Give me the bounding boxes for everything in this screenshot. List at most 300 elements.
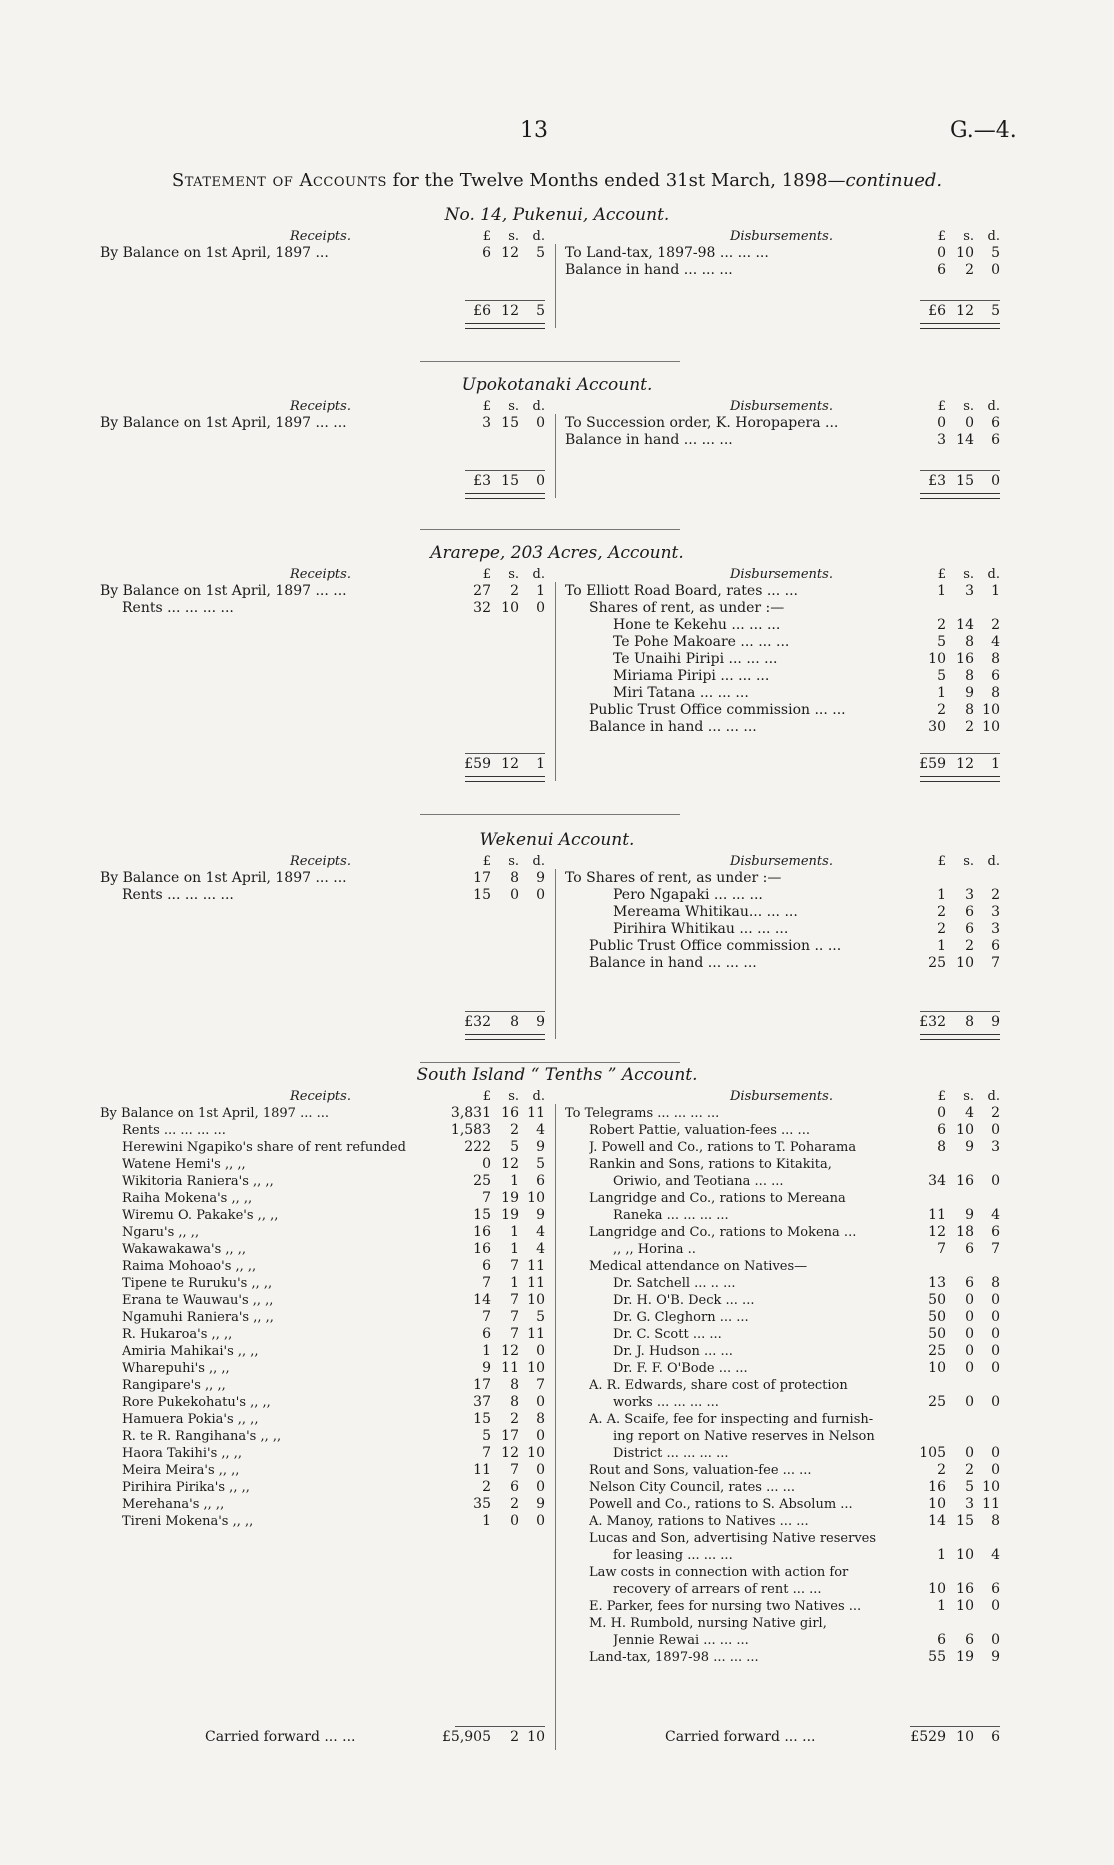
south_island-receipts-head-pence: d. bbox=[532, 1089, 545, 1104]
amount-pounds: £32 bbox=[919, 1014, 946, 1030]
amount-pence: 6 bbox=[991, 415, 1000, 431]
south_island-receipt-amount bbox=[435, 1327, 545, 1342]
south_island-column-divider bbox=[555, 1104, 556, 1750]
amount-pence: 6 bbox=[991, 668, 1000, 684]
amount-shillings: 3 bbox=[965, 887, 974, 903]
ararepe-title: Ararepe, 203 Acres, Account. bbox=[430, 543, 684, 563]
amount-pence: 0 bbox=[991, 1173, 1000, 1189]
amount-pence: 0 bbox=[991, 1462, 1000, 1478]
ararepe-disbursement-amount bbox=[890, 669, 1000, 684]
south_island-disbursement-line: Powell and Co., rations to S. Absolum ... bbox=[589, 1497, 853, 1512]
wekenui-disbursement-amount bbox=[890, 939, 1000, 954]
amount-pounds: 0 bbox=[937, 1105, 946, 1121]
amount-shillings: 16 bbox=[956, 1173, 974, 1189]
south_island-receipts-head-shillings: s. bbox=[508, 1089, 519, 1104]
amount-pounds: 16 bbox=[473, 1224, 491, 1240]
wekenui-disbursement-line: To Shares of rent, as under :— bbox=[565, 871, 782, 886]
amount-pounds: 50 bbox=[928, 1292, 946, 1308]
amount-pounds: 10 bbox=[928, 1581, 946, 1597]
amount-pounds: 17 bbox=[473, 870, 491, 886]
south_island-receipts-carried-rule bbox=[455, 1726, 545, 1727]
south_island-disbursement-line: Dr. F. F. O'Bode ... ... bbox=[613, 1361, 748, 1376]
south_island-receipts-column-heads bbox=[435, 1089, 545, 1104]
amount-shillings: 2 bbox=[510, 1122, 519, 1138]
south_island-disbursement-line: Dr. G. Cleghorn ... ... bbox=[613, 1310, 749, 1325]
amount-pence: 0 bbox=[536, 887, 545, 903]
upokotanaki-receipts-head-pence: d. bbox=[532, 399, 545, 414]
wekenui-disbursement-line: Public Trust Office commission .. ... bbox=[589, 939, 842, 954]
amount-pounds: 8 bbox=[937, 1139, 946, 1155]
section-separator bbox=[420, 814, 680, 815]
amount-shillings: 5 bbox=[965, 1479, 974, 1495]
amount-pounds: 30 bbox=[928, 719, 946, 735]
amount-pence: 10 bbox=[527, 1445, 545, 1461]
amount-shillings: 0 bbox=[965, 1445, 974, 1461]
amount-pence: 9 bbox=[991, 1014, 1000, 1030]
south_island-disbursement-amount bbox=[890, 1531, 1000, 1546]
south_island-receipt-amount bbox=[435, 1293, 545, 1308]
amount-pence: 1 bbox=[536, 756, 545, 772]
amount-shillings: 2 bbox=[510, 1729, 519, 1745]
amount-shillings: 10 bbox=[956, 1547, 974, 1563]
amount-shillings: 8 bbox=[510, 1394, 519, 1410]
amount-pence: 4 bbox=[536, 1122, 545, 1138]
south_island-receipt-amount bbox=[435, 1276, 545, 1291]
amount-shillings: 0 bbox=[965, 415, 974, 431]
amount-pence: 9 bbox=[991, 1649, 1000, 1665]
wekenui-receipt-amount bbox=[435, 888, 545, 903]
amount-pounds: 14 bbox=[928, 1513, 946, 1529]
ararepe-disbursement-amount bbox=[890, 584, 1000, 599]
amount-pence: 0 bbox=[991, 1632, 1000, 1648]
south_island-disbursement-line: District ... ... ... ... bbox=[613, 1446, 729, 1461]
amount-pounds: 1 bbox=[937, 1547, 946, 1563]
amount-pounds: 2 bbox=[937, 921, 946, 937]
ararepe-receipts-head-pence: d. bbox=[532, 567, 545, 582]
amount-shillings: 12 bbox=[501, 1343, 519, 1359]
amount-pence: 4 bbox=[991, 1547, 1000, 1563]
south_island-disbursement-amount bbox=[890, 1225, 1000, 1240]
amount-pounds: 13 bbox=[928, 1275, 946, 1291]
amount-pence: 5 bbox=[536, 245, 545, 261]
wekenui-receipt-amount bbox=[435, 871, 545, 886]
south_island-receipt-line: Rore Pukekohatu's ,, ,, bbox=[122, 1395, 271, 1410]
amount-shillings: 8 bbox=[965, 1014, 974, 1030]
amount-pounds: 6 bbox=[482, 1258, 491, 1274]
ararepe-disbursement-line: Shares of rent, as under :— bbox=[589, 601, 785, 616]
south_island-disbursement-amount bbox=[890, 1106, 1000, 1121]
south_island-disbursements-carried-amount bbox=[890, 1730, 1000, 1745]
wekenui-disbursement-amount bbox=[890, 922, 1000, 937]
pukenui-disb-total-rule bbox=[920, 300, 1000, 301]
amount-pounds: 6 bbox=[937, 1632, 946, 1648]
amount-pence: 1 bbox=[536, 583, 545, 599]
amount-pence: 10 bbox=[982, 1479, 1000, 1495]
ararepe-receipt-line: Rents ... ... ... ... bbox=[122, 601, 234, 616]
amount-pence: 2 bbox=[991, 1105, 1000, 1121]
pukenui-column-divider bbox=[555, 244, 556, 328]
south_island-receipts-carried-amount bbox=[435, 1730, 545, 1745]
south_island-disbursement-line: A. R. Edwards, share cost of protection bbox=[589, 1378, 848, 1393]
ararepe-disbursement-line: Miri Tatana ... ... ... bbox=[613, 686, 749, 701]
south_island-disbursement-amount bbox=[890, 1191, 1000, 1206]
ararepe-receipts-double-rule bbox=[465, 776, 545, 782]
south_island-receipt-amount bbox=[435, 1497, 545, 1512]
south_island-disbursement-line: Rankin and Sons, rations to Kitakita, bbox=[589, 1157, 832, 1172]
pukenui-disbursements-total bbox=[890, 304, 1000, 319]
amount-pounds: 7 bbox=[482, 1190, 491, 1206]
amount-pence: 6 bbox=[536, 1173, 545, 1189]
south_island-disbursement-amount bbox=[890, 1259, 1000, 1274]
pukenui-disbursements-column-heads bbox=[890, 229, 1000, 244]
upokotanaki-column-divider bbox=[555, 414, 556, 498]
ararepe-receipt-amount bbox=[435, 601, 545, 616]
wekenui-disbursement-line: Pirihira Whitikau ... ... ... bbox=[613, 922, 789, 937]
south_island-receipt-line: Hamuera Pokia's ,, ,, bbox=[122, 1412, 259, 1427]
amount-pence: 11 bbox=[527, 1258, 545, 1274]
amount-pounds: 7 bbox=[937, 1241, 946, 1257]
south_island-disbursement-line: Rout and Sons, valuation-fee ... ... bbox=[589, 1463, 812, 1478]
wekenui-disbursements-head-pounds: £ bbox=[937, 854, 946, 869]
ararepe-disbursement-line: Miriama Piripi ... ... ... bbox=[613, 669, 770, 684]
south_island-disbursement-line: recovery of arrears of rent ... ... bbox=[613, 1582, 822, 1597]
south_island-disbursement-amount bbox=[890, 1616, 1000, 1631]
amount-shillings: 0 bbox=[965, 1360, 974, 1376]
amount-pence: 10 bbox=[527, 1360, 545, 1376]
amount-pounds: 1 bbox=[937, 1598, 946, 1614]
amount-pence: 8 bbox=[991, 1275, 1000, 1291]
wekenui-disbursement-amount bbox=[890, 888, 1000, 903]
pukenui-disbursement-amount bbox=[890, 246, 1000, 261]
south_island-disbursement-amount bbox=[890, 1446, 1000, 1461]
ararepe-disbursement-line: Balance in hand ... ... ... bbox=[589, 720, 757, 735]
wekenui-disbursement-amount bbox=[890, 871, 1000, 886]
south_island-receipt-amount bbox=[435, 1174, 545, 1189]
amount-pence: 0 bbox=[536, 1513, 545, 1529]
south_island-disb-carried-rule bbox=[910, 1726, 1000, 1727]
south_island-disbursements-column-heads bbox=[890, 1089, 1000, 1104]
south_island-receipt-line: Ngaru's ,, ,, bbox=[122, 1225, 200, 1240]
ararepe-receipts-column-heads bbox=[435, 567, 545, 582]
south_island-disbursement-amount bbox=[890, 1582, 1000, 1597]
pukenui-disbursement-amount bbox=[890, 263, 1000, 278]
wekenui-receipts-total bbox=[435, 1015, 545, 1030]
amount-pounds: 25 bbox=[928, 955, 946, 971]
amount-pounds: 6 bbox=[482, 1326, 491, 1342]
amount-shillings: 0 bbox=[965, 1326, 974, 1342]
amount-shillings: 7 bbox=[510, 1258, 519, 1274]
amount-pence: 1 bbox=[991, 756, 1000, 772]
amount-shillings: 19 bbox=[501, 1207, 519, 1223]
amount-pounds: £3 bbox=[473, 473, 491, 489]
amount-shillings: 12 bbox=[501, 756, 519, 772]
upokotanaki-disbursement-amount bbox=[890, 433, 1000, 448]
amount-pence: 3 bbox=[991, 921, 1000, 937]
amount-pounds: 6 bbox=[937, 262, 946, 278]
south_island-disbursement-line: Oriwio, and Teotiana ... ... bbox=[613, 1174, 784, 1189]
south_island-receipt-amount bbox=[435, 1514, 545, 1529]
section-separator bbox=[420, 361, 680, 362]
wekenui-receipts-head-pounds: £ bbox=[482, 854, 491, 869]
document-reference: G.—4. bbox=[950, 118, 1017, 143]
amount-pounds: 34 bbox=[928, 1173, 946, 1189]
ararepe-receipts-head-shillings: s. bbox=[508, 567, 519, 582]
amount-pounds: £59 bbox=[919, 756, 946, 772]
ararepe-disbursement-line: Hone te Kekehu ... ... ... bbox=[613, 618, 781, 633]
upokotanaki-disbursement-amount bbox=[890, 416, 1000, 431]
ararepe-disbursement-amount bbox=[890, 720, 1000, 735]
south_island-disbursement-amount bbox=[890, 1123, 1000, 1138]
south_island-disbursements-head-pounds: £ bbox=[937, 1089, 946, 1104]
amount-shillings: 2 bbox=[965, 1462, 974, 1478]
south_island-disb-carried-label: Carried forward ... ... bbox=[665, 1729, 816, 1745]
amount-pounds: 15 bbox=[473, 887, 491, 903]
amount-pence: 0 bbox=[536, 1428, 545, 1444]
amount-pence: 0 bbox=[991, 1445, 1000, 1461]
ararepe-receipts-total bbox=[435, 757, 545, 772]
south_island-disbursement-line: Nelson City Council, rates ... ... bbox=[589, 1480, 796, 1495]
upokotanaki-title: Upokotanaki Account. bbox=[461, 375, 653, 395]
upokotanaki-disbursements-header: Disbursements. bbox=[730, 399, 833, 414]
south_island-disbursement-line: J. Powell and Co., rations to T. Poharama bbox=[589, 1140, 857, 1155]
ararepe-disbursement-line: To Elliott Road Board, rates ... ... bbox=[565, 584, 798, 599]
south_island-receipt-line: Merehana's ,, ,, bbox=[122, 1497, 225, 1512]
south_island-disbursement-line: Raneka ... ... ... ... bbox=[613, 1208, 729, 1223]
amount-pence: 5 bbox=[991, 245, 1000, 261]
south_island-receipt-amount bbox=[435, 1106, 545, 1121]
south_island-receipt-line: Rents ... ... ... ... bbox=[122, 1123, 226, 1138]
amount-pence: 5 bbox=[991, 303, 1000, 319]
ararepe-disbursements-total bbox=[890, 757, 1000, 772]
amount-pounds: 25 bbox=[473, 1173, 491, 1189]
wekenui-disbursement-line: Pero Ngapaki ... ... ... bbox=[613, 888, 763, 903]
amount-pounds: 3,831 bbox=[450, 1105, 491, 1121]
amount-shillings: 8 bbox=[510, 1014, 519, 1030]
south_island-receipt-amount bbox=[435, 1480, 545, 1495]
amount-shillings: 1 bbox=[510, 1241, 519, 1257]
south_island-disbursement-line: Dr. H. O'B. Deck ... ... bbox=[613, 1293, 755, 1308]
south_island-disbursement-amount bbox=[890, 1208, 1000, 1223]
amount-pounds: 5 bbox=[482, 1428, 491, 1444]
pukenui-disbursements-head-pounds: £ bbox=[937, 229, 946, 244]
south_island-receipt-line: Amiria Mahikai's ,, ,, bbox=[122, 1344, 259, 1359]
amount-pounds: £6 bbox=[473, 303, 491, 319]
amount-shillings: 3 bbox=[965, 1496, 974, 1512]
south_island-receipt-amount bbox=[435, 1412, 545, 1427]
south_island-disbursement-amount bbox=[890, 1565, 1000, 1580]
amount-pence: 7 bbox=[991, 1241, 1000, 1257]
amount-shillings: 6 bbox=[965, 1275, 974, 1291]
south_island-disbursement-amount bbox=[890, 1378, 1000, 1393]
upokotanaki-disbursements-head-pounds: £ bbox=[937, 399, 946, 414]
amount-shillings: 16 bbox=[501, 1105, 519, 1121]
upokotanaki-disb-total-rule bbox=[920, 470, 1000, 471]
amount-pence: 0 bbox=[991, 1394, 1000, 1410]
wekenui-disbursements-total bbox=[890, 1015, 1000, 1030]
upokotanaki-disbursements-total bbox=[890, 474, 1000, 489]
amount-pence: 0 bbox=[991, 1309, 1000, 1325]
amount-shillings: 2 bbox=[510, 1496, 519, 1512]
south_island-disbursement-amount bbox=[890, 1429, 1000, 1444]
amount-pence: 8 bbox=[991, 685, 1000, 701]
south_island-receipt-line: Pirihira Pirika's ,, ,, bbox=[122, 1480, 250, 1495]
south_island-disbursement-line: E. Parker, fees for nursing two Natives ... bbox=[589, 1599, 862, 1614]
ararepe-disb-total-rule bbox=[920, 753, 1000, 754]
amount-pounds: 6 bbox=[937, 1122, 946, 1138]
amount-pounds: 10 bbox=[928, 1496, 946, 1512]
wekenui-disb-double-rule bbox=[920, 1034, 1000, 1040]
amount-shillings: 8 bbox=[510, 1377, 519, 1393]
amount-shillings: 9 bbox=[965, 1207, 974, 1223]
upokotanaki-disb-double-rule bbox=[920, 493, 1000, 499]
amount-pounds: 15 bbox=[473, 1411, 491, 1427]
amount-shillings: 12 bbox=[956, 756, 974, 772]
wekenui-receipts-column-heads bbox=[435, 854, 545, 869]
south_island-disbursement-amount bbox=[890, 1310, 1000, 1325]
ararepe-disb-double-rule bbox=[920, 776, 1000, 782]
amount-pounds: £529 bbox=[910, 1729, 946, 1745]
wekenui-disbursements-head-shillings: s. bbox=[963, 854, 974, 869]
amount-pence: 3 bbox=[991, 1139, 1000, 1155]
wekenui-receipts-double-rule bbox=[465, 1034, 545, 1040]
amount-pence: 7 bbox=[536, 1377, 545, 1393]
south_island-receipt-amount bbox=[435, 1191, 545, 1206]
upokotanaki-disbursements-column-heads bbox=[890, 399, 1000, 414]
south_island-disbursement-line: Medical attendance on Natives— bbox=[589, 1259, 808, 1274]
amount-pence: 0 bbox=[536, 600, 545, 616]
ararepe-receipt-line: By Balance on 1st April, 1897 ... ... bbox=[100, 584, 347, 599]
south_island-disbursement-amount bbox=[890, 1463, 1000, 1478]
amount-pounds: £59 bbox=[464, 756, 491, 772]
south_island-disbursement-amount bbox=[890, 1497, 1000, 1512]
amount-pounds: 0 bbox=[937, 415, 946, 431]
south_island-disbursement-amount bbox=[890, 1633, 1000, 1648]
south_island-receipt-amount bbox=[435, 1157, 545, 1172]
amount-pence: 4 bbox=[536, 1241, 545, 1257]
amount-pence: 2 bbox=[991, 887, 1000, 903]
amount-shillings: 6 bbox=[965, 904, 974, 920]
wekenui-receipt-line: By Balance on 1st April, 1897 ... ... bbox=[100, 871, 347, 886]
amount-pounds: 2 bbox=[937, 617, 946, 633]
south_island-disbursement-line: for leasing ... ... ... bbox=[613, 1548, 733, 1563]
amount-pounds: 1 bbox=[937, 583, 946, 599]
amount-pence: 5 bbox=[536, 303, 545, 319]
amount-pence: 8 bbox=[991, 651, 1000, 667]
pukenui-receipts-total-rule bbox=[465, 300, 545, 301]
amount-shillings: 10 bbox=[956, 1598, 974, 1614]
upokotanaki-receipts-header: Receipts. bbox=[290, 399, 351, 414]
ararepe-disbursements-head-pence: d. bbox=[987, 567, 1000, 582]
amount-pence: 0 bbox=[991, 1360, 1000, 1376]
ararepe-receipts-total-rule bbox=[465, 753, 545, 754]
ararepe-disbursement-line: Te Pohe Makoare ... ... ... bbox=[613, 635, 790, 650]
amount-pence: 6 bbox=[991, 938, 1000, 954]
amount-pounds: 2 bbox=[937, 904, 946, 920]
amount-shillings: 15 bbox=[956, 1513, 974, 1529]
amount-shillings: 9 bbox=[965, 685, 974, 701]
amount-pence: 0 bbox=[536, 1462, 545, 1478]
wekenui-title: Wekenui Account. bbox=[479, 830, 635, 850]
amount-pence: 0 bbox=[991, 262, 1000, 278]
amount-shillings: 7 bbox=[510, 1462, 519, 1478]
upokotanaki-disbursement-line: To Succession order, K. Horopapera ... bbox=[565, 416, 839, 431]
amount-shillings: 7 bbox=[510, 1326, 519, 1342]
pukenui-disbursements-head-pence: d. bbox=[987, 229, 1000, 244]
ararepe-disbursements-column-heads bbox=[890, 567, 1000, 582]
amount-pence: 9 bbox=[536, 1496, 545, 1512]
amount-shillings: 12 bbox=[501, 245, 519, 261]
upokotanaki-receipts-total bbox=[435, 474, 545, 489]
ararepe-disbursements-header: Disbursements. bbox=[730, 567, 833, 582]
amount-pounds: 50 bbox=[928, 1309, 946, 1325]
amount-pounds: 1 bbox=[482, 1513, 491, 1529]
wekenui-disbursement-amount bbox=[890, 956, 1000, 971]
south_island-receipt-amount bbox=[435, 1225, 545, 1240]
amount-shillings: 0 bbox=[510, 887, 519, 903]
amount-pence: 6 bbox=[991, 1729, 1000, 1745]
pukenui-receipts-column-heads bbox=[435, 229, 545, 244]
south_island-disbursement-amount bbox=[890, 1650, 1000, 1665]
ararepe-disbursement-amount bbox=[890, 652, 1000, 667]
upokotanaki-disbursement-line: Balance in hand ... ... ... bbox=[565, 433, 733, 448]
amount-pounds: 1 bbox=[937, 685, 946, 701]
amount-shillings: 15 bbox=[501, 473, 519, 489]
amount-pounds: 35 bbox=[473, 1496, 491, 1512]
south_island-receipt-line: Herewini Ngapiko's share of rent refunded bbox=[122, 1140, 406, 1155]
amount-shillings: 8 bbox=[965, 634, 974, 650]
amount-pounds: 7 bbox=[482, 1275, 491, 1291]
amount-shillings: 10 bbox=[956, 1729, 974, 1745]
wekenui-receipts-head-pence: d. bbox=[532, 854, 545, 869]
amount-pounds: 10 bbox=[928, 651, 946, 667]
wekenui-disbursements-header: Disbursements. bbox=[730, 854, 833, 869]
amount-shillings: 6 bbox=[965, 1632, 974, 1648]
amount-shillings: 19 bbox=[501, 1190, 519, 1206]
amount-shillings: 1 bbox=[510, 1173, 519, 1189]
wekenui-disbursements-column-heads bbox=[890, 854, 1000, 869]
south_island-receipt-line: By Balance on 1st April, 1897 ... ... bbox=[100, 1106, 329, 1121]
amount-shillings: 12 bbox=[501, 303, 519, 319]
south_island-disbursement-amount bbox=[890, 1327, 1000, 1342]
amount-shillings: 10 bbox=[501, 600, 519, 616]
ararepe-column-divider bbox=[555, 582, 556, 781]
amount-pence: 10 bbox=[982, 719, 1000, 735]
amount-pounds: 9 bbox=[482, 1360, 491, 1376]
wekenui-disbursement-amount bbox=[890, 905, 1000, 920]
south_island-receipt-line: Wikitoria Raniera's ,, ,, bbox=[122, 1174, 274, 1189]
amount-pounds: 16 bbox=[473, 1241, 491, 1257]
upokotanaki-receipt-line: By Balance on 1st April, 1897 ... ... bbox=[100, 416, 347, 431]
amount-pounds: £6 bbox=[928, 303, 946, 319]
south_island-disbursement-amount bbox=[890, 1344, 1000, 1359]
amount-pounds: 55 bbox=[928, 1649, 946, 1665]
amount-pence: 4 bbox=[536, 1224, 545, 1240]
amount-pence: 5 bbox=[536, 1156, 545, 1172]
heading-continued: continued. bbox=[845, 170, 943, 191]
amount-pence: 9 bbox=[536, 1139, 545, 1155]
south_island-receipts-head-pounds: £ bbox=[482, 1089, 491, 1104]
amount-pence: 0 bbox=[536, 1394, 545, 1410]
amount-pence: 4 bbox=[991, 634, 1000, 650]
amount-pounds: 17 bbox=[473, 1377, 491, 1393]
south_island-receipt-amount bbox=[435, 1259, 545, 1274]
south_island-receipt-line: Raima Mohoao's ,, ,, bbox=[122, 1259, 257, 1274]
amount-pounds: 11 bbox=[928, 1207, 946, 1223]
south_island-disbursement-line: Jennie Rewai ... ... ... bbox=[613, 1633, 749, 1648]
amount-pounds: 1 bbox=[937, 887, 946, 903]
amount-pence: 9 bbox=[536, 1014, 545, 1030]
south_island-disbursement-amount bbox=[890, 1157, 1000, 1172]
